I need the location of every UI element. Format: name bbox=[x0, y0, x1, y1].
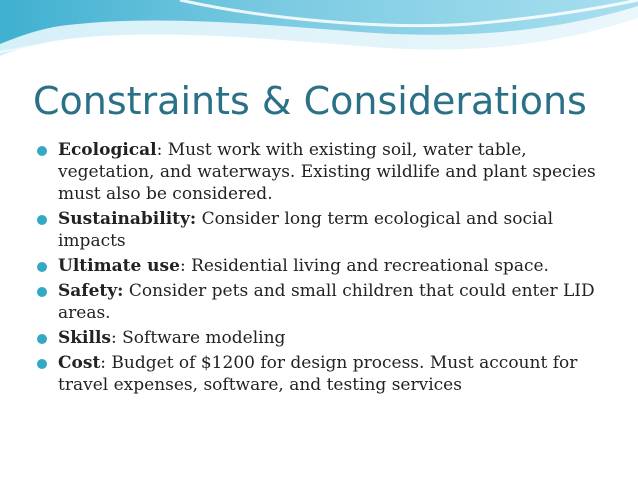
bullet-list bbox=[36, 139, 596, 399]
bullet-dot-icon bbox=[37, 215, 47, 225]
bullet-separator: : bbox=[100, 353, 107, 373]
bullet-dot-icon bbox=[37, 146, 47, 156]
bullet-term: Ultimate use bbox=[58, 256, 180, 276]
bullet-text: Budget of $1200 for design process. Must account for travel expenses, software, and testing services bbox=[58, 353, 578, 395]
bullet-item bbox=[36, 255, 596, 277]
bullet-item bbox=[36, 139, 596, 205]
bullet-term: Skills bbox=[58, 328, 112, 348]
bullet-dot-icon bbox=[37, 287, 47, 297]
bullet-dot-icon bbox=[37, 262, 47, 272]
bullet-text: Must work with existing soil, water table, vegetation, and waterways. Existing wildlife and plant species must also be considered. bbox=[58, 140, 596, 204]
bullet-text: Residential living and recreational space. bbox=[185, 256, 549, 276]
bullet-separator: : bbox=[179, 256, 186, 276]
bullet-text: Software modeling bbox=[116, 328, 286, 348]
bullet-item bbox=[36, 280, 596, 324]
bullet-separator: : bbox=[111, 328, 117, 348]
bullet-term: Ecological bbox=[58, 140, 157, 160]
bullet-item bbox=[36, 352, 596, 396]
bullet-dot-icon bbox=[37, 359, 47, 369]
bullet-term: Cost bbox=[58, 353, 101, 373]
slide-title: Constraints & Considerations bbox=[33, 79, 587, 123]
bullet-text: Consider pets and small children that could enter LID areas. bbox=[58, 281, 595, 323]
bullet-text: Consider long term ecological and social impacts bbox=[58, 209, 554, 251]
bullet-term: Sustainability: bbox=[58, 209, 197, 229]
bullet-separator: : bbox=[156, 140, 163, 160]
bullet-term: Safety: bbox=[58, 281, 124, 301]
bullet-item bbox=[36, 208, 596, 252]
wave-header-decoration bbox=[0, 0, 638, 80]
bullet-dot-icon bbox=[37, 334, 47, 344]
bullet-item bbox=[36, 327, 596, 349]
